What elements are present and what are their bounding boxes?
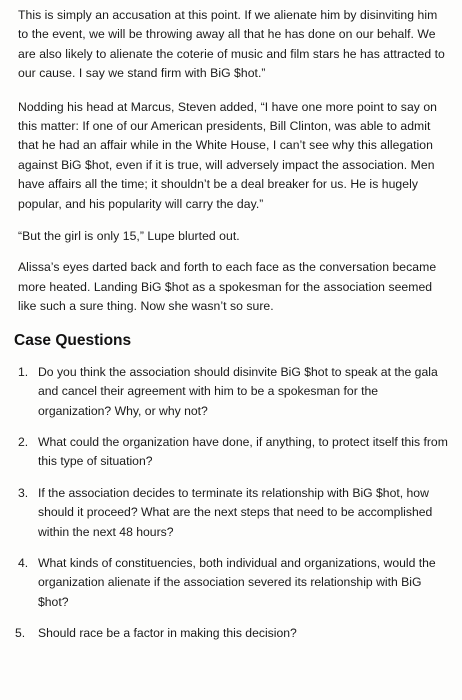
case-question-4 xyxy=(18,554,448,612)
question-number: 4. xyxy=(18,555,29,570)
case-question-2 xyxy=(18,433,448,472)
question-text: Should race be a factor in making this decision? xyxy=(38,626,297,641)
paragraph-alissa: Alissa’s eyes darted back and forth to each face as the conversation became more heated. Landing BiG $hot as a spokesman for the association seemed like such a sure thing. Now she wasn’t so sure. xyxy=(18,260,437,314)
question-text: What could the organization have done, if anything, to protect itself this from this type of situation? xyxy=(38,434,448,469)
paragraph-lupe: “But the girl is only 15,” Lupe blurted out. xyxy=(18,229,240,244)
case-questions-heading: Case Questions xyxy=(14,331,132,349)
question-text: Do you think the association should disinvite BiG $hot to speak at the gala and cancel their agreement with him to be a spokesman for the organization? Why, or why not? xyxy=(38,364,438,418)
question-number: 1. xyxy=(18,364,29,379)
paragraph-accusation: This is simply an accusation at this point. If we alienate him by disinviting him to the event, we will be throwing away all that he has done on our behalf. We are also likely to alienate the coterie of music and film stars he has attracted to our cause. I say we stand firm with BiG $hot.” xyxy=(18,8,445,81)
paragraph-steven-point: Nodding his head at Marcus, Steven added, “I have one more point to say on this matter: If one of our American presidents, Bill Clinton, was able to admit that he had an affair while in the White House, I can’t see why this allegation against BiG $hot, even if it is true, will adversely impact the association. Men have affairs all the time; it shouldn’t be a deal breaker for us. He is hugely popular, and his popularity will carry the day.” xyxy=(18,99,438,211)
case-question-3 xyxy=(18,484,448,542)
question-text: If the association decides to terminate its relationship with BiG $hot, how should it proceed? What are the next steps that need to be accomplished within the next 48 hours? xyxy=(38,485,433,539)
case-question-1 xyxy=(18,363,448,421)
question-number: 2. xyxy=(18,434,29,449)
question-text: What kinds of constituencies, both individual and organizations, would the organization alienate if the association severed its relationship with BiG $hot? xyxy=(38,555,436,609)
case-questions-list xyxy=(15,363,448,644)
question-number: 5. xyxy=(15,626,26,641)
case-question-5 xyxy=(15,624,448,643)
question-number: 3. xyxy=(18,485,29,500)
